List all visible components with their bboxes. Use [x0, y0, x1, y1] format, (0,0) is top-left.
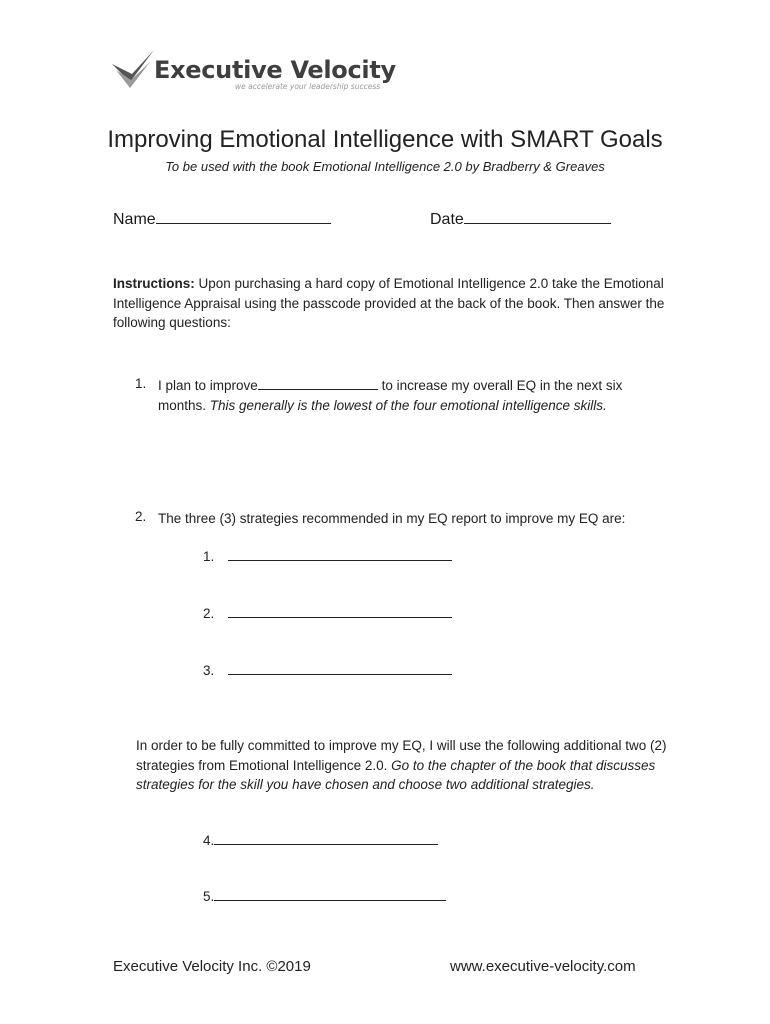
footer-website: www.executive-velocity.com — [450, 958, 636, 975]
company-logo — [110, 48, 400, 98]
velocity-swoosh-icon — [110, 48, 158, 92]
strategy-number: 1. — [203, 549, 215, 564]
question-2-number: 2. — [135, 509, 147, 524]
question-1-before: I plan to improve — [158, 378, 258, 393]
date-blank-line[interactable] — [464, 208, 611, 224]
strategy-blank-line[interactable] — [228, 604, 452, 618]
footer-copyright: Executive Velocity Inc. ©2019 — [113, 958, 311, 975]
strategy-blank-line[interactable] — [214, 831, 438, 845]
logo-tagline: we accelerate your leadership success — [235, 82, 381, 91]
strategy-number: 5. — [203, 889, 215, 904]
date-label: Date — [430, 211, 464, 228]
strategy-blank-line[interactable] — [228, 547, 452, 561]
strategy-item[interactable] — [203, 661, 452, 678]
strategy-number: 2. — [203, 606, 215, 621]
additional-strategy-item[interactable] — [203, 831, 438, 848]
additional-text: In order to be fully committed to improve my EQ, I will use the following additional two (2) strategies from Emotional Intelligence 2.0. — [136, 738, 667, 773]
instructions-paragraph — [113, 274, 673, 333]
name-label: Name — [113, 211, 156, 228]
question-1-note: This generally is the lowest of the four emotional intelligence skills. — [209, 397, 607, 413]
question-1-number: 1. — [135, 376, 147, 391]
question-1-after: to increase my overall EQ in the next six months. — [158, 378, 623, 413]
date-field[interactable] — [430, 208, 611, 229]
question-1-text — [158, 376, 658, 415]
additional-strategy-item[interactable] — [203, 887, 446, 904]
strategy-item[interactable] — [203, 604, 452, 621]
skill-blank-line[interactable] — [258, 376, 378, 390]
strategy-number: 3. — [203, 663, 215, 678]
strategy-item[interactable] — [203, 547, 452, 564]
name-blank-line[interactable] — [156, 208, 331, 224]
document-subtitle: To be used with the book Emotional Intelligence 2.0 by Bradberry & Greaves — [165, 159, 605, 174]
strategy-number: 4. — [203, 833, 215, 848]
strategy-blank-line[interactable] — [214, 887, 446, 901]
question-2-text: The three (3) strategies recommended in my EQ report to improve my EQ are: — [158, 511, 626, 526]
instructions-text: Upon purchasing a hard copy of Emotional Intelligence 2.0 take the Emotional Intelligence Appraisal using the passcode provided at the back of the book. Then answer the following questions: — [113, 276, 665, 330]
additional-strategies-paragraph — [136, 736, 676, 795]
document-title: Improving Emotional Intelligence with SMART Goals — [107, 126, 663, 153]
name-field[interactable] — [113, 208, 331, 229]
additional-note: Go to the chapter of the book that discusses strategies for the skill you have chosen and choose two additional strategies. — [136, 757, 656, 792]
strategy-blank-line[interactable] — [228, 661, 452, 675]
logo-wordmark: Executive Velocity — [154, 56, 396, 84]
instructions-label: Instructions: — [113, 276, 195, 291]
